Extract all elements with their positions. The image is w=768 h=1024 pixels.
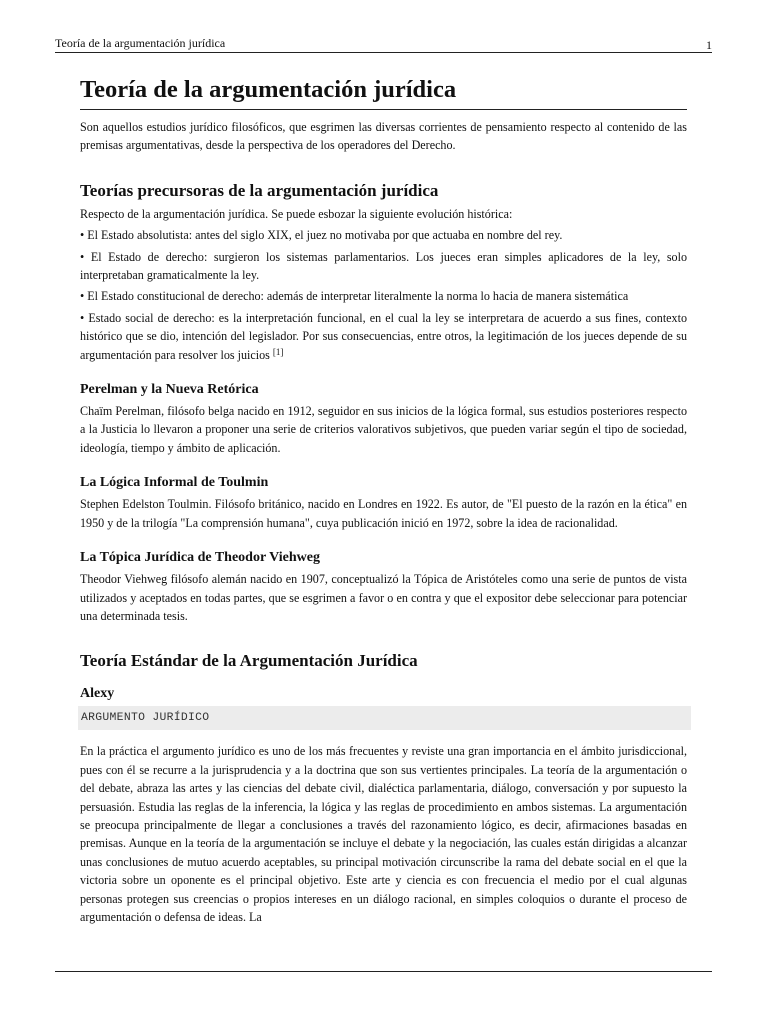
intro-paragraph: Son aquellos estudios jurídico filosóficos, que esgrimen las diversas corrientes de pensamiento respecto al contenido de las premisas argumentativas, desde la perspectiva de los operadores del Derecho. [80,120,687,153]
list-item-absolutista: • El Estado absolutista: antes del siglo XIX, el juez no motivaba por que actuaba en nombre del rey. [80,228,563,243]
list-item-social [80,309,687,364]
list-item-social-text: • Estado social de derecho: es la interpretación funcional, en el cual la ley se interpretara de acuerdo a sus fines, contexto histórico que se dio, intención del legislador. Por sus consecuencias, entre otros, la legitimación de los jueces depende de su argumentación para resolver los juicios [80,310,687,362]
running-header-title: Teoría de la argumentación jurídica [55,36,226,50]
code-block: ARGUMENTO JURÍDICO [78,706,691,730]
heading-viehweg: La Tópica Jurídica de Theodor Viehweg [80,550,320,566]
article-body [80,74,687,926]
section-precursoras [80,205,687,364]
list-item-constitucional: • El Estado constitucional de derecho: además de interpretar literalmente la norma lo hacia de manera sistemática [80,289,629,304]
list-item-estado-derecho: • El Estado de derecho: surgieron los sistemas parlamentarios. Los jueces eran simples aplicadores de la ley, solo interpretaban gramaticalmente la ley. [80,249,687,283]
footnote-link[interactable]: [1] [272,346,284,357]
toulmin-paragraph: Stephen Edelston Toulmin. Filósofo británico, nacido en Londres en 1922. Es autor, de "El puesto de la razón en la ética" en 1950 y de la trilogía "La comprensión humana", cuya publicación inició en 1972, sobre la idea de racionalidad. [80,497,687,530]
heading-toulmin: La Lógica Informal de Toulmin [80,475,269,491]
page-number: 1 [706,38,712,52]
heading-alexy: Alexy [80,686,115,702]
footer-rule [55,971,712,972]
heading-perelman: Perelman y la Nueva Retórica [80,382,259,398]
heading-precursoras: Teorías precursoras de la argumentación jurídica [80,180,439,200]
heading-teoria-estandar: Teoría Estándar de la Argumentación Jurídica [80,651,418,671]
viehweg-paragraph: Theodor Viehweg filósofo alemán nacido en 1907, conceptualizó la Tópica de Aristóteles como una serie de puntos de vista utilizados y aceptados en todas partes, que se esgrimen a favor o en contra y que el expositor debe seleccionar para potenciar una determinada tesis. [80,572,687,623]
alexy-paragraph: En la práctica el argumento jurídico es uno de los más frecuentes y reviste una gran importancia en el ámbito jurisdiccional, pues con él se recurre a la jurisprudencia y a la doctrina que son sus vertientes principales. La teoría de la argumentación o del debate, abraza las artes y las ciencias del debate civil, dialéctica parlamentaria, diálogo, conversación y por supuesto la persuasión. Estudia las reglas de la inferencia, la lógica y las reglas de procedimiento en ambos sistemas. La argumentación se preocupa principalmente de llegar a conclusiones a través del razonamiento lógico, es decir, afirmaciones basadas en premisas. Aunque en la teoría de la argumentación se incluye el debate y la negociación, las cuales están dirigidas a alcanzar unas conclusiones de mutuo acuerdo aceptables, su principal motivación circunscribe la rama del debate social en el que la victoria sobre un oponente es el principal objetivo. Este arte y ciencia es con frecuencia el medio por el cual algunas personas protegen sus creencias o propios intereses en un diálogo racional, en simples coloquios o durante el proceso de argumentación o defensa de ideas. La [80,744,687,924]
precursoras-lead: Respecto de la argumentación jurídica. Se puede esbozar la siguiente evolución histórica: [80,206,513,221]
running-header [55,36,712,53]
page-title: Teoría de la argumentación jurídica [80,74,687,110]
perelman-paragraph: Chaïm Perelman, filósofo belga nacido en 1912, seguidor en sus inicios de la lógica formal, sus estudios posteriores respecto a la Justicia lo llevaron a proponer una serie de criterios valorativos subjetivos, que pueden variar según el tipo de sociedad, ideología, tiempo y ámbito de aplicación. [80,404,687,455]
